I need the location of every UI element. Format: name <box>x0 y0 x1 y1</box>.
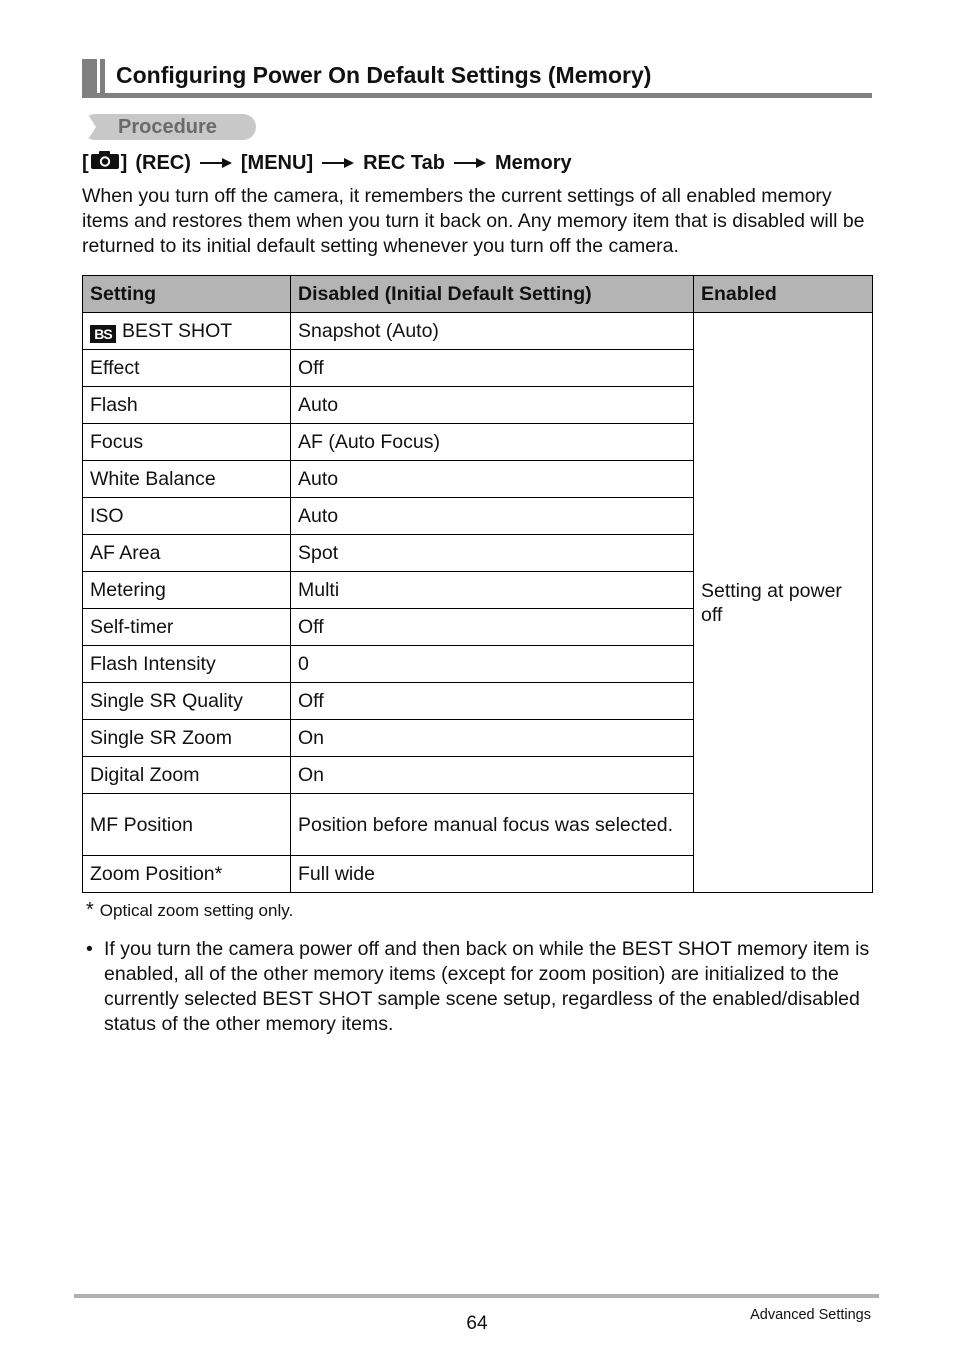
setting-cell: White Balance <box>83 461 291 498</box>
page-title: Configuring Power On Default Settings (Memory) <box>116 62 652 88</box>
setting-cell: Zoom Position* <box>83 856 291 893</box>
setting-cell: Self-timer <box>83 609 291 646</box>
setting-cell <box>83 313 291 350</box>
nav-item: Memory <box>494 151 572 174</box>
setting-cell: Metering <box>83 572 291 609</box>
disabled-cell: Off <box>291 683 694 720</box>
disabled-cell: Off <box>291 350 694 387</box>
procedure-label: Procedure <box>118 116 217 138</box>
setting-cell: Effect <box>83 350 291 387</box>
long-right-arrow-icon <box>322 152 354 175</box>
setting-cell: Single SR Quality <box>83 683 291 720</box>
setting-cell: Digital Zoom <box>83 757 291 794</box>
disabled-cell: On <box>291 757 694 794</box>
footnote <box>86 899 293 922</box>
setting-cell: ISO <box>83 498 291 535</box>
header-underline <box>82 93 872 98</box>
footer-rule <box>74 1294 879 1298</box>
footnote-text: Optical zoom setting only. <box>99 901 294 920</box>
section-header <box>82 59 872 98</box>
intro-paragraph: When you turn off the camera, it remembers the current settings of all enabled memory items and restores them when you turn it back on. Any memory item that is disabled will be returned to its initial default setting whenever you turn off the camera. <box>82 185 865 257</box>
disabled-cell: Auto <box>291 461 694 498</box>
disabled-cell: Auto <box>291 387 694 424</box>
setting-name: BEST SHOT <box>122 320 233 342</box>
setting-cell: Flash Intensity <box>83 646 291 683</box>
nav-menu: [MENU] <box>240 151 314 174</box>
header-bar-thin <box>100 59 105 95</box>
disabled-cell: Off <box>291 609 694 646</box>
camera-icon <box>90 150 120 176</box>
disabled-cell: Full wide <box>291 856 694 893</box>
disabled-cell: Multi <box>291 572 694 609</box>
table-header-row <box>83 276 873 313</box>
disabled-cell: AF (Auto Focus) <box>291 424 694 461</box>
setting-cell: AF Area <box>83 535 291 572</box>
nav-tab: REC Tab <box>363 151 445 174</box>
header-disabled: Disabled (Initial Default Setting) <box>291 276 694 313</box>
setting-cell: MF Position <box>83 794 291 856</box>
memory-settings-table <box>82 275 873 893</box>
disabled-cell: Spot <box>291 535 694 572</box>
long-right-arrow-icon <box>454 152 486 175</box>
bracket-open: [ <box>82 151 89 174</box>
header-setting: Setting <box>83 276 291 313</box>
disabled-cell: On <box>291 720 694 757</box>
bracket-close: ] <box>120 151 128 174</box>
footer-section-name: Advanced Settings <box>750 1307 871 1323</box>
footnote-mark: * <box>86 899 94 921</box>
setting-cell: Single SR Zoom <box>83 720 291 757</box>
table-row <box>83 313 873 350</box>
disabled-cell: Auto <box>291 498 694 535</box>
header-bar-thick <box>82 59 97 95</box>
page-number: 64 <box>466 1313 488 1334</box>
bullet-text: If you turn the camera power off and then back on while the BEST SHOT memory item is enabled, all of the other memory items (except for zoom position) are initialized to the currently selected BEST SHOT sample scene setup, regardless of the enabled/disabled status of the other memory items. <box>104 938 870 1035</box>
setting-cell: Flash <box>83 387 291 424</box>
disabled-cell: Position before manual focus was selected. <box>291 794 694 856</box>
disabled-cell: 0 <box>291 646 694 683</box>
bullet-note <box>86 937 876 1037</box>
nav-rec: (REC) <box>135 151 191 174</box>
long-right-arrow-icon <box>200 152 232 175</box>
setting-cell: Focus <box>83 424 291 461</box>
disabled-cell: Snapshot (Auto) <box>291 313 694 350</box>
best-shot-icon: BS <box>90 325 116 343</box>
procedure-badge <box>82 114 256 140</box>
header-enabled: Enabled <box>694 276 873 313</box>
menu-path <box>82 150 572 176</box>
bullet-mark: • <box>86 938 93 960</box>
enabled-cell: Setting at power off <box>694 313 873 893</box>
